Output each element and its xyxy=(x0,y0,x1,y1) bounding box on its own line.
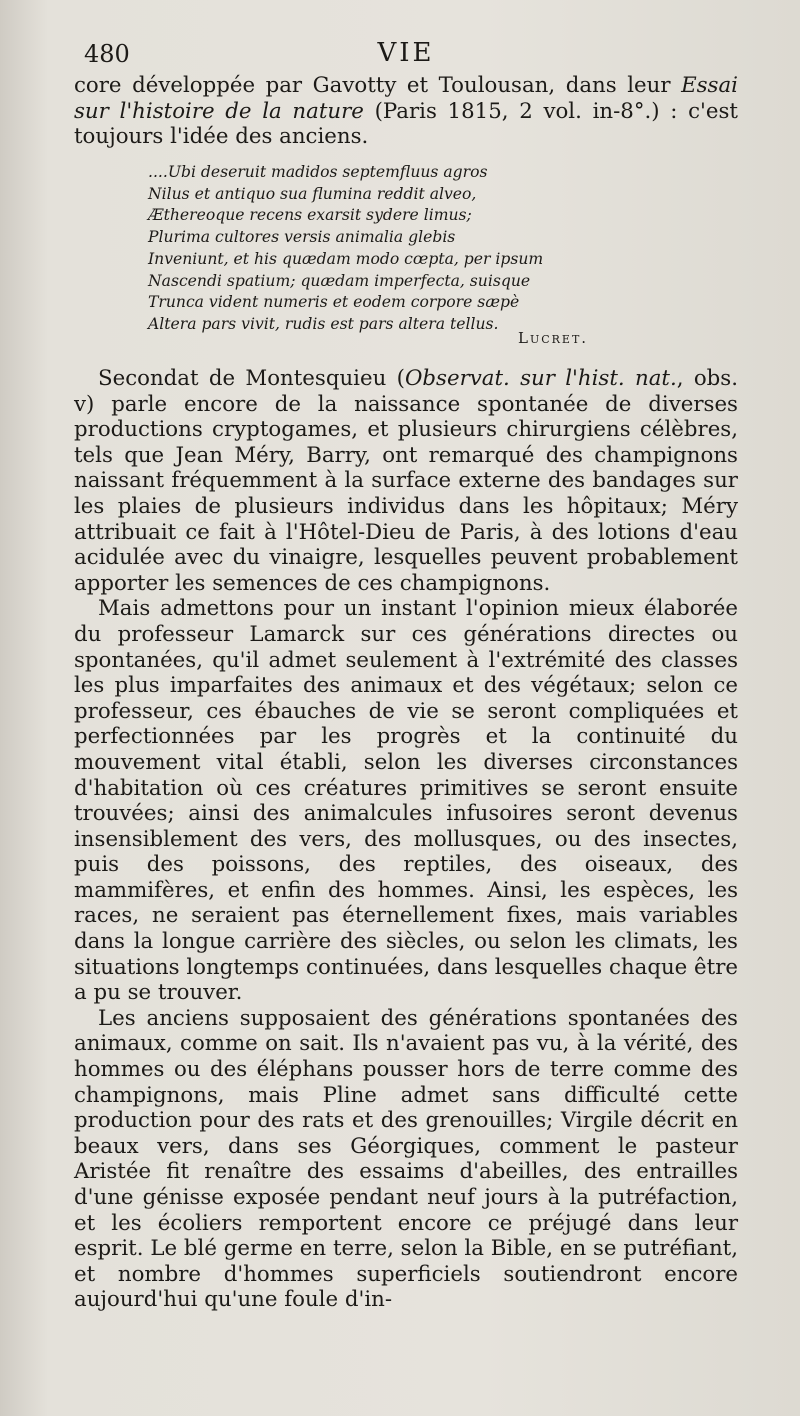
verse-attribution: Lucret. xyxy=(518,329,589,347)
verse-quotation xyxy=(148,162,598,336)
paragraph-text: Secondat de Montesquieu ( xyxy=(98,366,405,391)
page-header xyxy=(76,40,736,72)
verse-line: Plurima cultores versis animalia glebis xyxy=(148,228,456,247)
verse-line: Æthereoque recens exarsit sydere limus; xyxy=(148,206,472,225)
verse-line: Inveniunt, et his quædam modo cœpta, per ipsum xyxy=(148,249,544,268)
reference-title: Observat. sur l'hist. nat. xyxy=(404,366,677,391)
paragraph-anciens: Les anciens supposaient des générations spontanées des animaux, comme on sait. Ils n'avaient pas vu, à la vérité, des hommes ou des éléphans pousser hors de terre comme des champignons, mais Pline admet sans difficulté cette production pour des rats et des grenouilles; Virgile décrit en beaux vers, dans ses Géorgiques, comment le pasteur Aristée fit renaître des essaims d'abeilles, des entrailles d'une génisse exposée pendant neuf jours à la putréfaction, et les écoliers remportent encore ce préjugé dans leur esprit. Le blé germe en terre, selon la Bible, en se putréfiant, et nombre d'hommes superficiels soutiendront encore aujourd'hui qu'une foule d'in- xyxy=(74,1005,738,1313)
essay-title: Essai sur l'histoire de la nature xyxy=(74,73,738,124)
running-title: VIE xyxy=(377,38,435,68)
verse-line: Trunca vident numeris et eodem corpore sæpè xyxy=(148,293,520,312)
intro-text-start: core développée par Gavotty et Toulousan, dans leur xyxy=(74,73,682,98)
verse-line: ....Ubi deseruit madidos septemfluus agros xyxy=(148,163,488,181)
verse-line: Altera pars vivit, rudis est pars altera tellus. xyxy=(148,314,499,333)
page-number: 480 xyxy=(84,40,130,68)
paragraph-montesquieu xyxy=(74,366,738,596)
intro-paragraph xyxy=(74,73,738,150)
intro-text-end: (Paris 1815, 2 vol. in-8°.) : c'est toujours l'idée des anciens. xyxy=(74,98,738,150)
verse-line: Nascendi spatium; quædam imperfecta, suisque xyxy=(148,271,531,290)
body-text xyxy=(74,366,738,1313)
paragraph-text: , obs. v) parle encore de la naissance spontanée de diverses productions cryptogames, et plusieurs chirurgiens célèbres, tels que Jean Méry, Barry, ont remarqué des champignons naissant fréquemment à la surface externe des bandages sur les plaies de plusieurs individus dans les hôpitaux; Méry attribuait ce fait à l'Hôtel-Dieu de Paris, à des lotions d'eau acidulée avec du vinaigre, lesquelles peuvent probablement apporter les semences de ces champignons. xyxy=(74,366,738,596)
verse-line: Nilus et antiquo sua flumina reddit alveo, xyxy=(148,184,477,203)
paragraph-lamarck: Mais admettons pour un instant l'opinion mieux élaborée du professeur Lamarck sur ces générations directes ou spontanées, qu'il admet seulement à l'extrémité des classes les plus imparfaites des animaux et des végétaux; selon ce professeur, ces ébauches de vie se seront compliquées et perfectionnées par les progrès et la continuité du mouvement vital établi, selon les diverses circonstances d'habitation où ces créatures primitives se seront ensuite trouvées; ainsi des animalcules infusoires seront devenus insensiblement des vers, des mollusques, ou des insectes, puis des poissons, des reptiles, des oiseaux, des mammifères, et enfin des hommes. Ainsi, les espèces, les races, ne seraient pas éternellement fixes, mais variables dans la longue carrière des siècles, ou selon les climats, les situations longtemps continuées, dans lesquelles chaque être a pu se trouver. xyxy=(74,596,738,1006)
